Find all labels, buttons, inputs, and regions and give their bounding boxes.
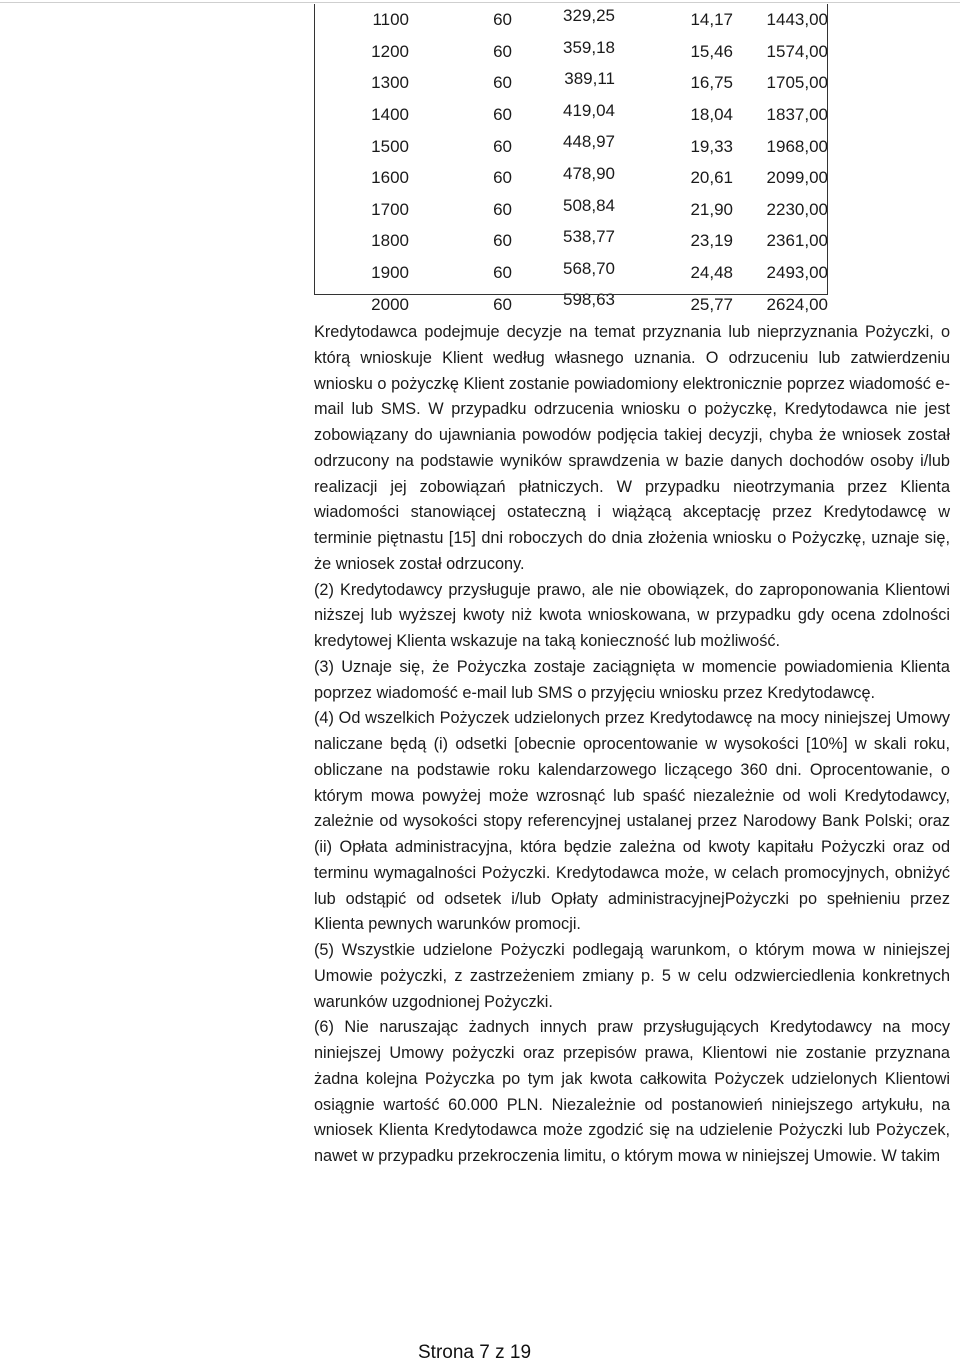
table-row bbox=[314, 4, 831, 36]
table-cell: 1443,00 bbox=[766, 10, 828, 30]
table-cell: 1574,00 bbox=[766, 41, 828, 61]
table-cell: 60 bbox=[493, 136, 512, 156]
table-cell: 23,19 bbox=[690, 231, 733, 251]
table-cell: 598,63 bbox=[563, 290, 615, 310]
paragraph-4: (4) Od wszelkich Pożyczek udzielonych przez Kredytodawcę na mocy niniejszej Umowy naliczane będą (i) odsetki [obecnie oprocentowanie w wysokości [10%] w skali roku, obliczane na podstawie roku kalendarzowego liczącego 360 dni. Oprocentowanie, o którym mowa powyżej może wzrosnąć lub spaść niezależnie od woli Kredytodawcy, zależnie od wysokości stopy referencyjnej ustalanej przez Narodowy Bank Polski; oraz (ii) Opłata administracyjna, która będzie zależna od kwoty kapitału Pożyczki oraz od terminu wymagalności Pożyczki. Kredytodawca może, w celach promocyjnych, obniżyć lub odstąpić od odsetek i/lub Opłaty administracyjnejPożyczki po spełnieniu przez Klienta pewnych warunków promocji. bbox=[314, 709, 950, 934]
table-cell: 538,77 bbox=[563, 227, 615, 247]
table-row bbox=[314, 99, 831, 131]
paragraph-3: (3) Uznaje się, że Pożyczka zostaje zaciągnięta w momencie powiadomienia Klienta poprzez wiadomość e-mail lub SMS o przyjęciu wniosku przez Kredytodawcę. bbox=[314, 657, 950, 702]
table-cell: 60 bbox=[493, 263, 512, 283]
table-cell: 19,33 bbox=[690, 136, 733, 156]
table-cell: 60 bbox=[493, 199, 512, 219]
table-cell: 329,25 bbox=[563, 6, 615, 25]
page-number: Strona 7 z 19 bbox=[418, 1342, 532, 1363]
table-cell: 25,77 bbox=[690, 294, 733, 314]
table-cell: 2493,00 bbox=[766, 263, 828, 283]
table-row bbox=[314, 194, 831, 226]
table-cell: 1900 bbox=[371, 263, 409, 283]
table-cell: 60 bbox=[493, 168, 512, 188]
table-cell: 60 bbox=[493, 10, 512, 30]
table-row bbox=[314, 162, 831, 194]
table-cell: 1700 bbox=[371, 199, 409, 219]
table-row bbox=[314, 288, 831, 320]
table-cell: 2624,00 bbox=[766, 294, 828, 314]
table-row bbox=[314, 130, 831, 162]
table-cell: 2099,00 bbox=[766, 168, 828, 188]
table-cell: 60 bbox=[493, 41, 512, 61]
table-cell: 1600 bbox=[371, 168, 409, 188]
top-divider bbox=[0, 2, 960, 3]
table-cell: 1837,00 bbox=[766, 105, 828, 125]
table-cell: 2230,00 bbox=[766, 199, 828, 219]
table-cell: 2000 bbox=[371, 294, 409, 314]
table-cell: 14,17 bbox=[690, 10, 733, 30]
table-cell: 18,04 bbox=[690, 105, 733, 125]
table-cell: 1400 bbox=[371, 105, 409, 125]
table-cell: 1100 bbox=[372, 10, 409, 30]
table-cell: 60 bbox=[493, 231, 512, 251]
table-cell: 21,90 bbox=[690, 199, 733, 219]
table-cell: 1500 bbox=[371, 136, 409, 156]
table-cell: 448,97 bbox=[563, 132, 615, 152]
table-cell: 508,84 bbox=[563, 195, 615, 215]
table-cell: 20,61 bbox=[690, 168, 733, 188]
table-cell: 359,18 bbox=[563, 37, 615, 57]
table-cell: 1200 bbox=[371, 41, 409, 61]
paragraph-2: (2) Kredytodawcy przysługuje prawo, ale nie obowiązek, do zaproponowania Klientowi niższej lub wyższej kwoty niż kwota wnioskowana, w przypadku gdy ocena zdolności kredytowej Klienta wskazuje na taką konieczność lub możliwość. bbox=[314, 580, 950, 650]
table-cell: 2361,00 bbox=[766, 231, 828, 251]
table-cell: 389,11 bbox=[564, 69, 615, 89]
paragraph-6: (6) Nie naruszając żadnych innych praw przysługujących Kredytodawcy na mocy niniejszej Umowy pożyczki oraz przepisów prawa, Klientowi nie zostanie przyznana żadna kolejna Pożyczka po tym jak kwota całkowita Pożyczek udzielonych Klientowi osiągnie wartość 60.000 PLN. Niezależnie od postanowień niniejszego artykułu, na wniosek Klienta Kredytodawca może zgodzić się na udzielenie Pożyczki lub Pożyczek, nawet w przypadku przekroczenia limitu, o którym mowa w niniejszej Umowie. W takim bbox=[314, 1018, 950, 1165]
table-cell: 24,48 bbox=[690, 263, 733, 283]
contract-body bbox=[314, 320, 950, 1170]
table-row bbox=[314, 257, 831, 289]
table-cell: 1800 bbox=[371, 231, 409, 251]
table-cell: 15,46 bbox=[690, 41, 733, 61]
table-row bbox=[314, 67, 831, 99]
table-row bbox=[314, 225, 831, 257]
table-cell: 568,70 bbox=[563, 258, 615, 278]
table-cell: 60 bbox=[493, 73, 512, 93]
table-cell: 60 bbox=[493, 294, 512, 314]
table-cell: 419,04 bbox=[563, 100, 615, 120]
table-cell: 478,90 bbox=[563, 163, 615, 183]
paragraph-decision: Kredytodawca podejmuje decyzje na temat przyznania lub nieprzyznania Pożyczki, o którą wnioskuje Klient według własnego uznania. O odrzuceniu lub zatwierdzeniu wniosku o pożyczkę Klient zostanie powiadomiony elektronicznie poprzez wiadomość e-mail lub SMS. W przypadku odrzucenia wniosku o pożyczkę, Kredytodawca nie jest zobowiązany do ujawniania powodów podjęcia takiej decyzji, chyba że wniosek został odrzucony na podstawie wyników sprawdzenia w bazie danych dochodów osoby i/lub realizacji jej zobowiązań płatniczych. W przypadku nieotrzymania przez Klienta wiadomości stanowiącej ostateczną i wiążącą akceptację przez Kredytodawcę w terminie piętnastu [15] dni roboczych do dnia złożenia wniosku o Pożyczkę, uznaje się, że wniosek został odrzucony. bbox=[314, 323, 950, 573]
table-cell: 16,75 bbox=[690, 73, 733, 93]
table-cell: 1705,00 bbox=[766, 73, 828, 93]
table-cell: 60 bbox=[493, 105, 512, 125]
loan-schedule-table bbox=[314, 4, 831, 320]
table-row bbox=[314, 36, 831, 68]
table-cell: 1968,00 bbox=[766, 136, 828, 156]
paragraph-5: (5) Wszystkie udzielone Pożyczki podlegają warunkom, o którym mowa w niniejszej Umowie pożyczki, z zastrzeżeniem zmiany p. 5 w celu odzwierciedlenia konkretnych warunków uzgodnionej Pożyczki. bbox=[314, 941, 950, 1011]
table-cell: 1300 bbox=[371, 73, 409, 93]
